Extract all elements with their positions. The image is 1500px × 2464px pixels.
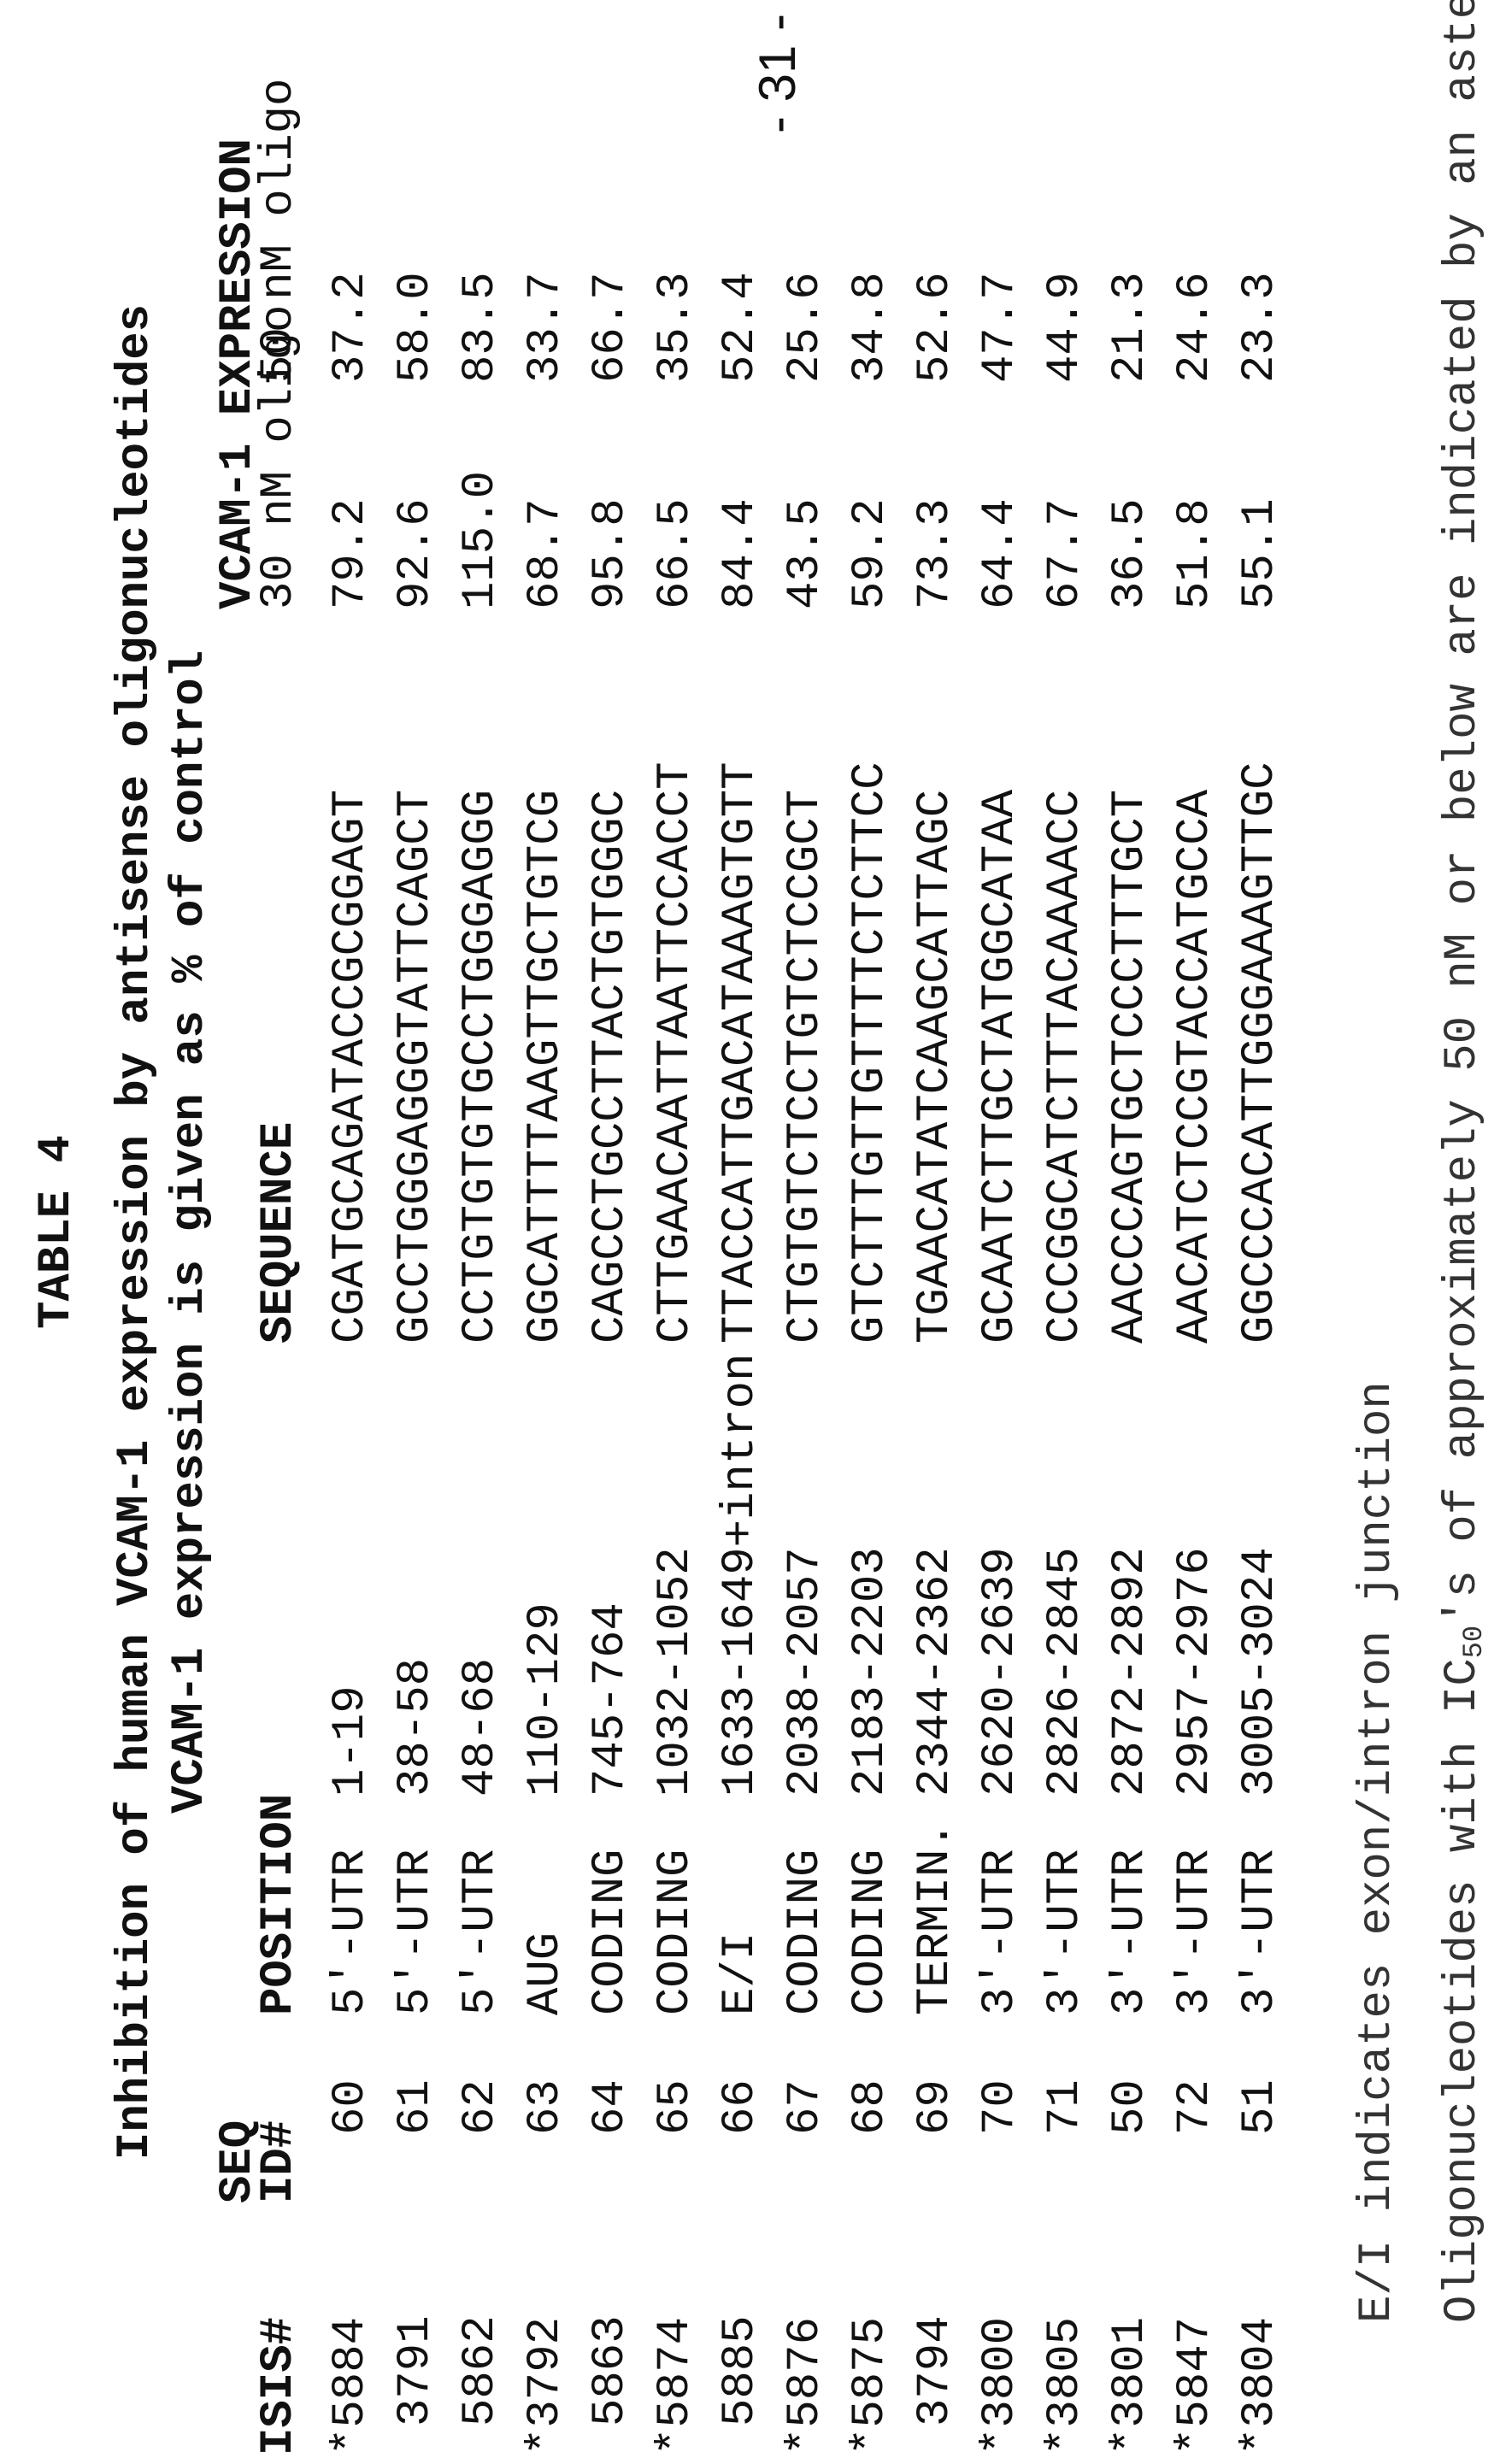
nm30-cell: 43.5 [779, 498, 832, 609]
nm50-cell: 24.6 [1169, 272, 1221, 383]
footnote-ei: E/I indicates exon/intron junction [1355, 1381, 1401, 2323]
header-position: POSITION [256, 1794, 303, 2015]
header-30nm: 30 nM oligo [256, 305, 303, 609]
position-cell: 2183-2203 [844, 1547, 897, 1797]
nm30-cell: 92.6 [390, 498, 442, 609]
table-row [1169, 0, 1229, 2464]
nm30-cell: 66.5 [650, 498, 702, 609]
nm30-cell: 79.2 [325, 498, 377, 609]
table-row [390, 0, 450, 2464]
region-cell: 3'-UTR [1104, 1849, 1156, 2015]
isis-cell: *3792 [520, 2317, 572, 2455]
seq-id-cell: 50 [1104, 2079, 1156, 2135]
isis-cell: 5862 [455, 2315, 507, 2426]
sequence-cell: AACATCTCCGTACCATGCCA [1169, 790, 1221, 1344]
nm50-cell: 66.7 [585, 272, 637, 383]
nm50-cell: 52.4 [715, 272, 767, 383]
position-cell: 2872-2892 [1104, 1547, 1156, 1797]
position-cell: 2344-2362 [909, 1547, 962, 1797]
isis-cell: 5885 [715, 2315, 767, 2426]
seq-id-cell: 65 [650, 2079, 702, 2135]
nm30-cell: 64.4 [974, 498, 1026, 609]
isis-cell: *3801 [1104, 2317, 1156, 2455]
region-cell: 5'-UTR [325, 1849, 377, 2015]
isis-cell: *5847 [1169, 2317, 1221, 2455]
position-cell: 1633-1649+intron [715, 1354, 767, 1797]
header-sequence: SEQUENCE [256, 1122, 303, 1344]
sequence-cell: CCCGGCATCTTTACAAAACC [1039, 790, 1091, 1344]
sequence-cell: CAGCCTGCCTTACTGTGGGC [585, 790, 637, 1344]
nm30-cell: 115.0 [455, 471, 507, 609]
table-row [1104, 0, 1164, 2464]
nm50-cell: 25.6 [779, 272, 832, 383]
region-cell: 3'-UTR [974, 1849, 1026, 2015]
document-page [0, 0, 1500, 2464]
table-row [520, 0, 579, 2464]
header-seq-top: SEQ [215, 2120, 262, 2203]
nm50-cell: 37.2 [325, 272, 377, 383]
region-cell: CODING [844, 1849, 897, 2015]
nm50-cell: 52.6 [909, 272, 962, 383]
table-row [1039, 0, 1099, 2464]
position-cell: 1-19 [325, 1685, 377, 1797]
nm50-cell: 47.7 [974, 272, 1026, 383]
nm30-cell: 67.7 [1039, 498, 1091, 609]
seq-id-cell: 70 [974, 2079, 1026, 2135]
nm50-cell: 34.8 [844, 272, 897, 383]
seq-id-cell: 67 [779, 2079, 832, 2135]
nm50-cell: 23.3 [1234, 272, 1286, 383]
isis-cell: *5874 [650, 2317, 702, 2455]
seq-id-cell: 61 [390, 2079, 442, 2135]
table-row [715, 0, 774, 2464]
region-cell: AUG [520, 1932, 572, 2015]
isis-cell: *3800 [974, 2317, 1026, 2455]
sequence-cell: CTGTGTCTCCTGTCTCCGCT [779, 790, 832, 1344]
position-cell: 48-68 [455, 1658, 507, 1797]
region-cell: 3'-UTR [1169, 1849, 1221, 2015]
nm30-cell: 59.2 [844, 498, 897, 609]
seq-id-cell: 63 [520, 2079, 572, 2135]
footnote-asterisk [1440, 0, 1488, 2323]
table-title: TABLE 4 [34, 0, 80, 2464]
sequence-cell: AACCCAGTGCTCCCTTTGCT [1104, 790, 1156, 1344]
seq-id-cell: 69 [909, 2079, 962, 2135]
seq-id-cell: 66 [715, 2079, 767, 2135]
sequence-cell: CGATGCAGATACCGCGGAGT [325, 790, 377, 1344]
nm30-cell: 68.7 [520, 498, 572, 609]
position-cell: 3005-3024 [1234, 1547, 1286, 1797]
nm50-cell: 21.3 [1104, 272, 1156, 383]
region-cell: CODING [650, 1849, 702, 2015]
header-isis: ISIS# [256, 2317, 303, 2455]
seq-id-cell: 64 [585, 2079, 637, 2135]
isis-cell: 5863 [585, 2315, 637, 2426]
nm50-cell: 83.5 [455, 272, 507, 383]
region-cell: 5'-UTR [455, 1849, 507, 2015]
table-row [585, 0, 644, 2464]
isis-cell: 3794 [909, 2315, 962, 2426]
region-cell: E/I [715, 1932, 767, 2015]
region-cell: CODING [585, 1849, 637, 2015]
sequence-cell: GGCATTTTAAGTTGCTGTCG [520, 790, 572, 1344]
header-expression: VCAM-1 EXPRESSION [215, 138, 262, 609]
seq-id-cell: 68 [844, 2079, 897, 2135]
isis-cell: *5875 [844, 2317, 897, 2455]
isis-cell: *3804 [1234, 2317, 1286, 2455]
position-cell: 2620-2639 [974, 1547, 1026, 1797]
caption-line-2: VCAM-1 expression is given as % of control [168, 0, 214, 2464]
position-cell: 2038-2057 [779, 1547, 832, 1797]
seq-id-cell: 60 [325, 2079, 377, 2135]
region-cell: 3'-UTR [1039, 1849, 1091, 2015]
position-cell: 2826-2845 [1039, 1547, 1091, 1797]
header-50nm: 50 nM oligo [256, 79, 303, 383]
footnote-text: Oligonucleotides with IC [1437, 1658, 1489, 2323]
sequence-cell: GCAATCTTGCTATGGCATAA [974, 790, 1026, 1344]
seq-id-cell: 72 [1169, 2079, 1221, 2135]
header-seq-id: ID# [256, 2120, 303, 2203]
seq-id-cell: 62 [455, 2079, 507, 2135]
region-cell: TERMIN. [909, 1821, 962, 2015]
nm30-cell: 36.5 [1104, 498, 1156, 609]
region-cell: CODING [779, 1849, 832, 2015]
table-row [1234, 0, 1294, 2464]
sequence-cell: GGCCCACATTGGGAAAGTTGC [1234, 762, 1286, 1344]
nm50-cell: 33.7 [520, 272, 572, 383]
nm30-cell: 51.8 [1169, 498, 1221, 609]
seq-id-cell: 71 [1039, 2079, 1091, 2135]
table-row [650, 0, 709, 2464]
sequence-cell: GCCTGGGAGGGTATTCAGCT [390, 790, 442, 1344]
position-cell: 1032-1052 [650, 1547, 702, 1797]
caption-line-1: Inhibition of human VCAM-1 expression by antisense oligonucleotides [113, 0, 159, 2464]
region-cell: 5'-UTR [390, 1849, 442, 2015]
position-cell: 2957-2976 [1169, 1547, 1221, 1797]
footnote-text-rest: 's of approximately 50 nM or below are indicated by an asterisk (*). [1437, 0, 1489, 1626]
position-cell: 38-58 [390, 1658, 442, 1797]
isis-cell: 3791 [390, 2315, 442, 2426]
isis-cell: *5876 [779, 2317, 832, 2455]
nm30-cell: 84.4 [715, 498, 767, 609]
sequence-cell: GTCTTTGTTGTTTTCTCTTCC [844, 762, 897, 1344]
sequence-cell: TTACCATTGACATAAAGTGTT [715, 762, 767, 1344]
table-row [974, 0, 1034, 2464]
nm30-cell: 55.1 [1234, 498, 1286, 609]
position-cell: 110-129 [520, 1602, 572, 1797]
table-row [325, 0, 385, 2464]
sequence-cell: TGAACATATCAAGCATTAGC [909, 790, 962, 1344]
seq-id-cell: 51 [1234, 2079, 1286, 2135]
sequence-cell: CTTGAACAATTAATTCCACCT [650, 762, 702, 1344]
page-number: - 31 - [752, 14, 803, 133]
position-cell: 745-764 [585, 1602, 637, 1797]
nm50-cell: 44.9 [1039, 272, 1091, 383]
footnote-subscript: 50 [1458, 1626, 1490, 1658]
table-row [779, 0, 839, 2464]
sequence-cell: CCTGTGTGTGCCTGGGAGGG [455, 790, 507, 1344]
nm50-cell: 35.3 [650, 272, 702, 383]
nm50-cell: 58.0 [390, 272, 442, 383]
nm30-cell: 73.3 [909, 498, 962, 609]
region-cell: 3'-UTR [1234, 1849, 1286, 2015]
table-row [909, 0, 969, 2464]
isis-cell: *3805 [1039, 2317, 1091, 2455]
table-row [844, 0, 904, 2464]
isis-cell: *5884 [325, 2317, 377, 2455]
nm30-cell: 95.8 [585, 498, 637, 609]
table-row [455, 0, 515, 2464]
